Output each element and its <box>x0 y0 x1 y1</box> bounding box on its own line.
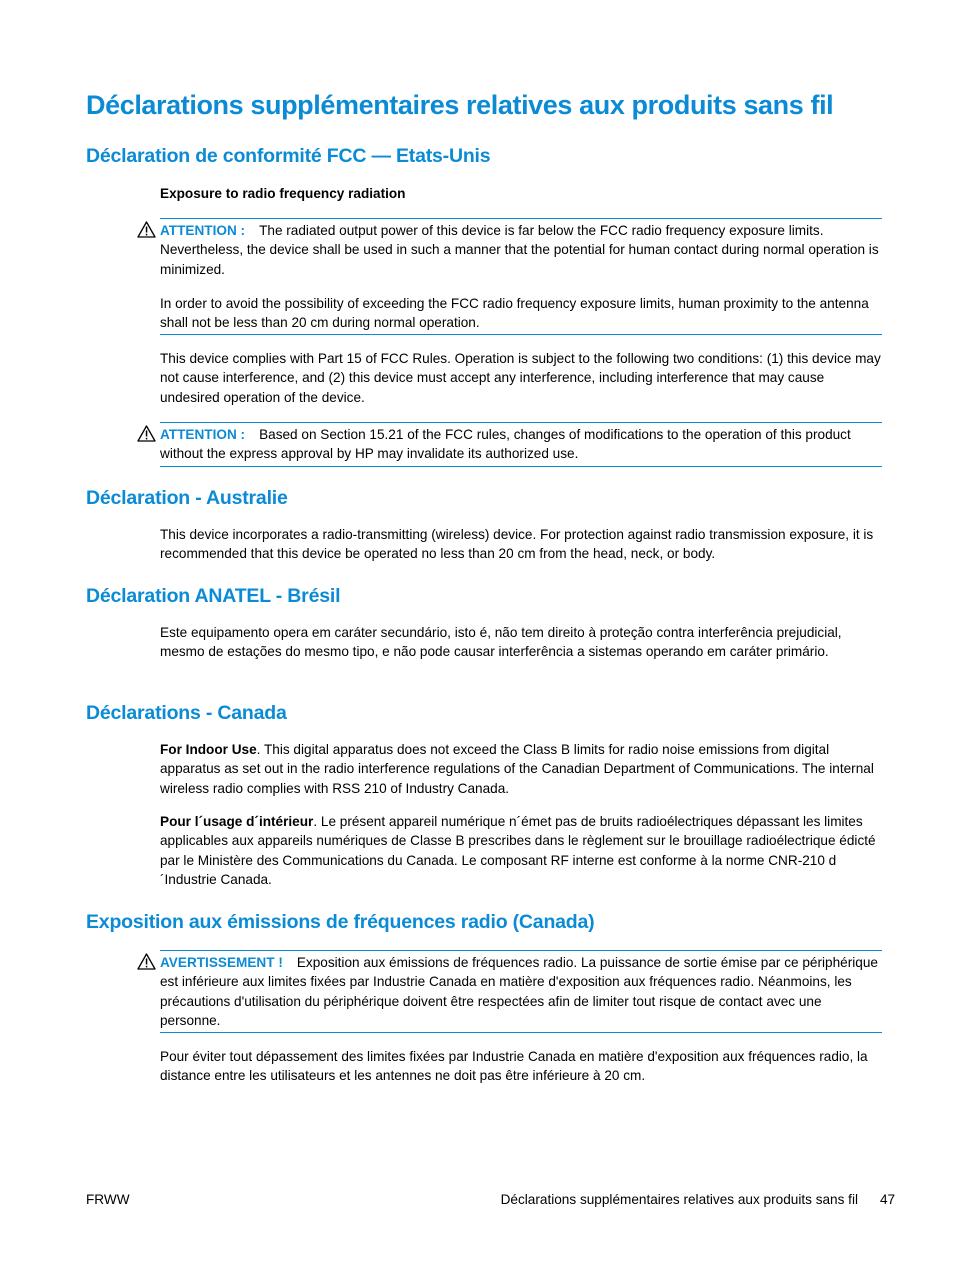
caution-text: Based on Section 15.21 of the FCC rules, changes of modifications to the operation of this product without the express approval by HP may invalidate its authorized use. <box>160 427 851 462</box>
warning-triangle-icon <box>137 425 156 442</box>
usage-interieur-text: . Le présent appareil numérique n´émet pas de bruits radioélectriques dépassant les limites applicables aux appareils numériques de Classe B prescribes dans le règlement sur le brouillage radioélectrique édicté par le Ministère des Communications du Canada. Le composant RF interne est conforme à la norme CNR-210 d´Industrie Canada. <box>160 814 876 888</box>
heading-fcc: Déclaration de conformité FCC — Etats-Unis <box>86 145 491 167</box>
brazil-paragraph: Este equipamento opera em caráter secundário, isto é, não tem direito à proteção contra interferência prejudicial, mesmo de estações do mesmo tipo, e não pode causar interferência a sistemas operando em caráter primário. <box>160 625 842 660</box>
caution-paragraph-2: In order to avoid the possibility of exceeding the FCC radio frequency exposure limits, human proximity to the antenna shall not be less than 20 cm during normal operation. <box>160 296 869 331</box>
heading-canada: Déclarations - Canada <box>86 702 287 724</box>
canada-english-paragraph <box>160 740 884 798</box>
warning-label: AVERTISSEMENT ! <box>160 955 283 970</box>
canada-french-paragraph <box>160 812 884 890</box>
warning-bottom-rule <box>160 1032 882 1033</box>
caution-top-rule <box>160 218 882 219</box>
heading-exposure-canada: Exposition aux émissions de fréquences radio (Canada) <box>86 911 595 933</box>
warning-triangle-icon <box>137 221 156 238</box>
page-title: Déclarations supplémentaires relatives aux produits sans fil <box>86 90 834 120</box>
indoor-use-lead: For Indoor Use <box>160 742 257 757</box>
caution-bottom-rule <box>160 334 882 335</box>
caution-paragraph-1 <box>160 221 884 279</box>
usage-interieur-lead: Pour l´usage d´intérieur <box>160 814 314 829</box>
caution2-top-rule <box>160 422 882 423</box>
caution-text: The radiated output power of this device is far below the FCC radio frequency exposure limits. Nevertheless, the device shall be used in such a manner that the potential for human contact during normal operation is minimized. <box>160 223 879 277</box>
heading-brazil: Déclaration ANATEL - Brésil <box>86 585 341 607</box>
exposure-canada-paragraph: Pour éviter tout dépassement des limites fixées par Industrie Canada en matière d'exposition aux fréquences radio, la distance entre les utilisateurs et les antennes ne doit pas être inférieure à 20 cm. <box>160 1049 868 1084</box>
australia-paragraph: This device incorporates a radio-transmitting (wireless) device. For protection against radio transmission exposure, it is recommended that this device be operated no less than 20 cm from the head, neck, or body. <box>160 527 874 562</box>
caution-label: ATTENTION : <box>160 427 246 442</box>
caution2-bottom-rule <box>160 466 882 467</box>
footer-page-number: 47 <box>880 1192 896 1207</box>
warning-text: Exposition aux émissions de fréquences radio. La puissance de sortie émise par ce périphérique est inférieure aux limites fixées par Industrie Canada en matière d'exposition aux fréquences radio. Néanmoins, les précautions d'utilisation du périphérique doivent être respectées afin de limiter tout risque de contact avec une personne. <box>160 955 878 1029</box>
subheading-exposure: Exposure to radio frequency radiation <box>160 186 406 201</box>
footer-section-title: Déclarations supplémentaires relatives aux produits sans fil <box>500 1192 858 1207</box>
caution2-paragraph <box>160 425 884 464</box>
warning-top-rule <box>160 950 882 951</box>
caution-label: ATTENTION : <box>160 223 246 238</box>
compliance-paragraph: This device complies with Part 15 of FCC Rules. Operation is subject to the following two conditions: (1) this device may not cause interference, and (2) this device must accept any interference, including interference that may cause undesired operation of the device. <box>160 351 881 405</box>
heading-australia: Déclaration - Australie <box>86 487 288 509</box>
footer-doc-code: FRWW <box>86 1192 130 1207</box>
warning-triangle-icon <box>137 953 156 970</box>
indoor-use-text: . This digital apparatus does not exceed the Class B limits for radio noise emissions from digital apparatus as set out in the radio interference regulations of the Canadian Department of Communications. The internal wireless radio complies with RSS 210 of Industry Canada. <box>160 742 874 796</box>
warning-paragraph <box>160 953 884 1031</box>
